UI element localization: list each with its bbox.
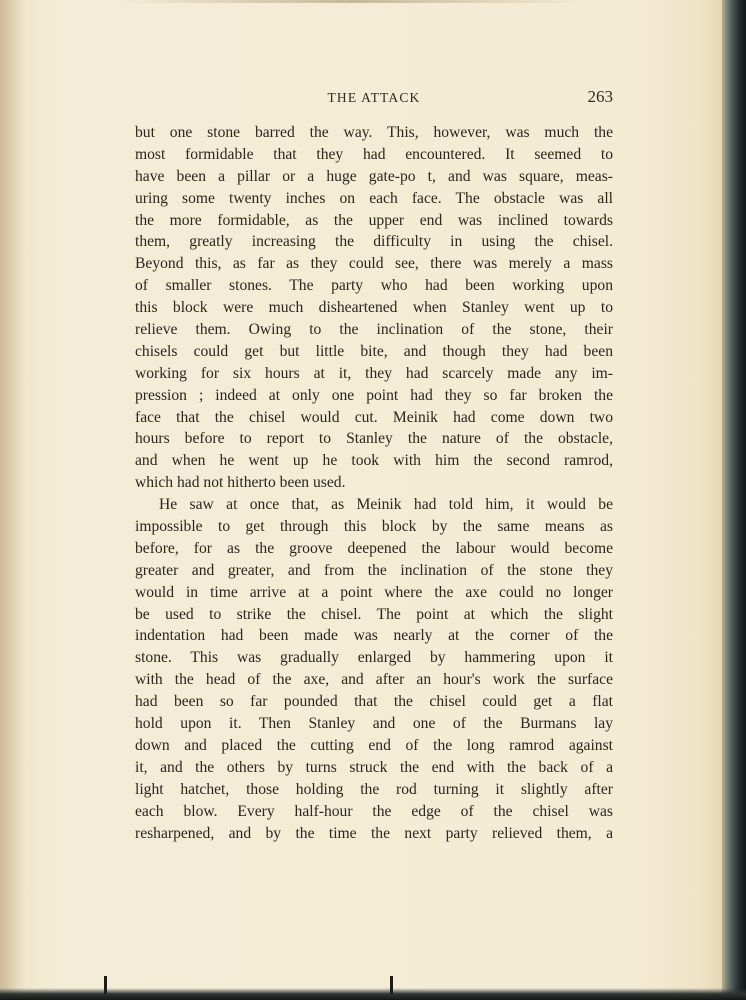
page-header xyxy=(135,87,613,111)
text-line: chisels could get but little bite, and though they had been xyxy=(135,342,613,360)
text-line: relieve them. Owing to the inclination of the stone, their xyxy=(135,321,613,339)
text-line: them, greatly increasing the difficulty in using the chisel. xyxy=(135,233,613,251)
text-line: with the head of the axe, and after an hour's work the surface xyxy=(135,671,613,689)
text-line: uring some twenty inches on each face. The obstacle was all xyxy=(135,189,613,207)
text-line: pression ; indeed at only one point had they so far broken the xyxy=(135,386,613,404)
text-line: Beyond this, as far as they could see, there was merely a mass xyxy=(135,255,613,273)
text-line: He saw at once that, as Meinik had told him, it would be xyxy=(159,496,613,514)
text-line: before, for as the groove deepened the labour would become xyxy=(135,539,613,557)
text-line: resharpened, and by the time the next party relieved them, a xyxy=(135,824,613,842)
text-line: it, and the others by turns struck the end with the back of a xyxy=(135,758,613,776)
text-line: face that the chisel would cut. Meinik had come down two xyxy=(135,408,613,426)
text-line: and when he went up he took with him the second ramrod, xyxy=(135,452,613,470)
text-line: the more formidable, as the upper end was inclined towards xyxy=(135,211,613,229)
text-line: each blow. Every half-hour the edge of the chisel was xyxy=(135,802,613,820)
text-line: hold upon it. Then Stanley and one of the Burmans lay xyxy=(135,715,613,733)
text-line: be used to strike the chisel. The point at which the slight xyxy=(135,605,613,623)
text-line: of smaller stones. The party who had been working upon xyxy=(135,277,613,295)
text-line: most formidable that they had encountered. It seemed to xyxy=(135,145,613,163)
edge-mark xyxy=(390,976,393,994)
text-line: down and placed the cutting end of the long ramrod against xyxy=(135,736,613,754)
text-line: impossible to get through this block by the same means as xyxy=(135,518,613,536)
paragraph xyxy=(135,122,613,494)
text-line: indentation had been made was nearly at the corner of the xyxy=(135,627,613,645)
bottom-edge xyxy=(0,988,746,1000)
text-line: would in time arrive at a point where the axe could no longer xyxy=(135,583,613,601)
top-edge xyxy=(118,0,588,3)
text-line: hours before to report to Stanley the nature of the obstacle, xyxy=(135,430,613,448)
text-line: working for six hours at it, they had scarcely made any im- xyxy=(135,364,613,382)
text-line: have been a pillar or a huge gate-po t, and was square, meas- xyxy=(135,167,613,185)
paragraph xyxy=(135,494,613,844)
text-line: this block were much disheartened when Stanley went up to xyxy=(135,299,613,317)
text-line: which had not hitherto been used. xyxy=(135,474,346,492)
body-text xyxy=(135,122,613,844)
running-title: THE ATTACK xyxy=(327,90,421,105)
text-line: had been so far pounded that the chisel could get a flat xyxy=(135,693,613,711)
text-line: but one stone barred the way. This, however, was much the xyxy=(135,124,613,141)
gutter-shadow xyxy=(0,0,26,1000)
text-line: stone. This was gradually enlarged by hammering upon it xyxy=(135,649,613,667)
book-spine-edge xyxy=(722,0,746,1000)
edge-mark xyxy=(104,976,107,994)
text-line: greater and greater, and from the inclination of the stone they xyxy=(135,561,613,579)
text-line: light hatchet, those holding the rod turning it slightly after xyxy=(135,780,613,798)
page-number: 263 xyxy=(587,87,613,106)
